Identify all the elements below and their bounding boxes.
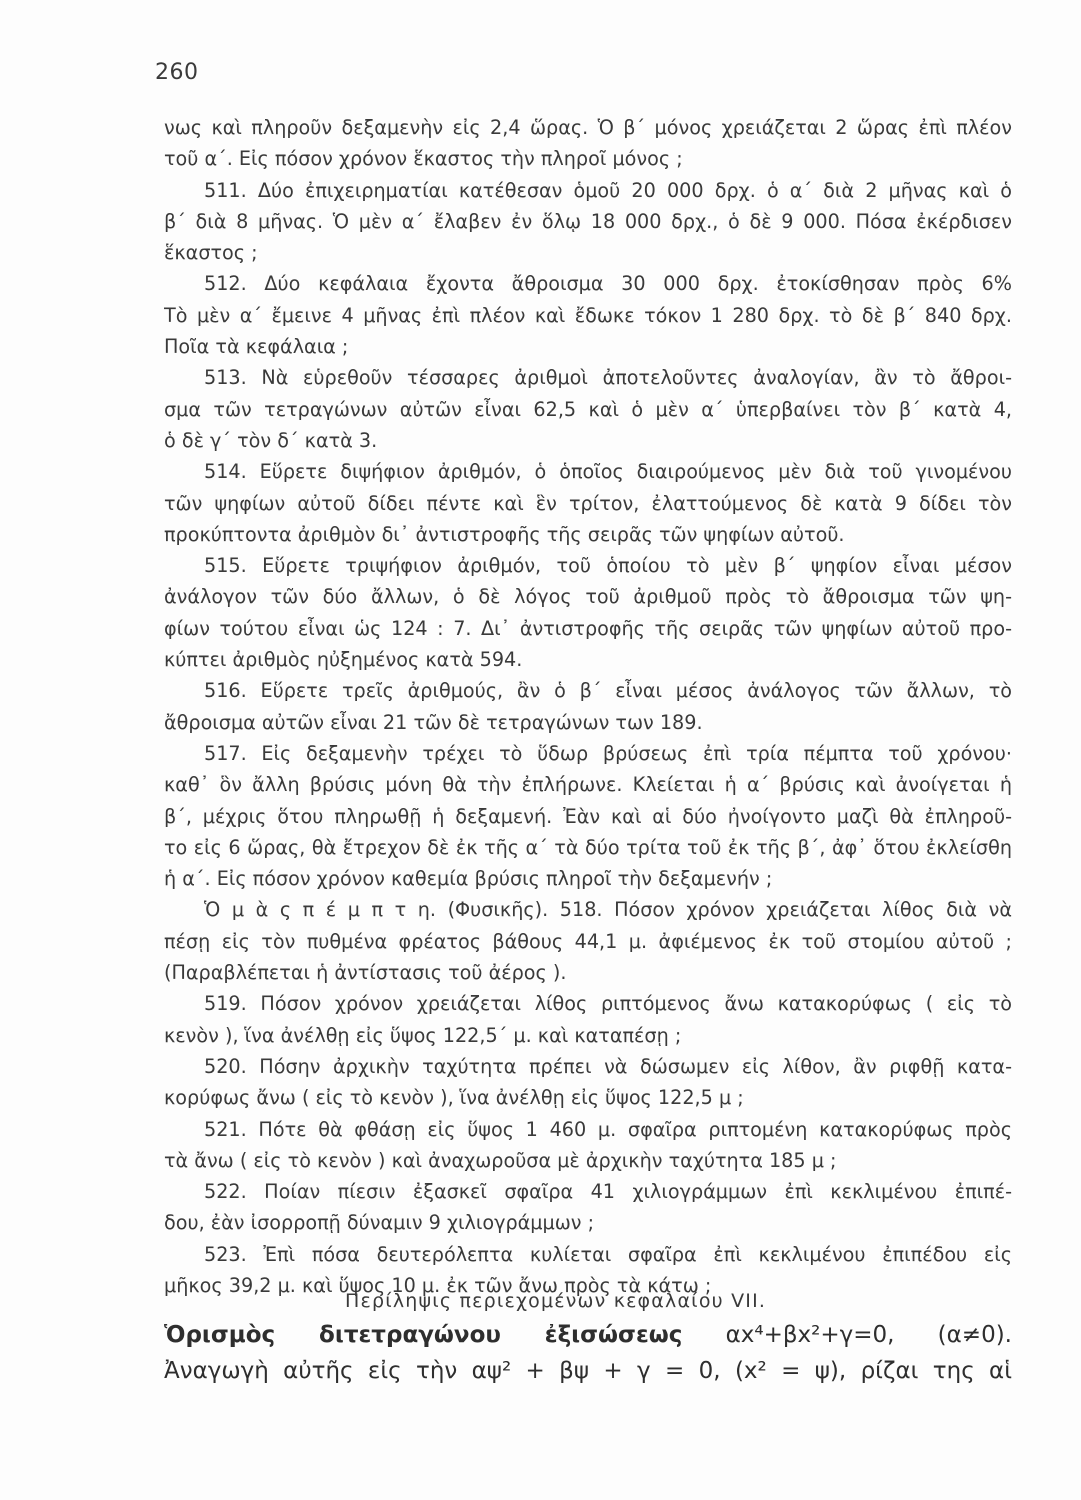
- text-line: ὁ δὲ γ΄ τὸν δ΄ κατὰ 3.: [164, 428, 378, 452]
- text-line: φίων τούτου εἶναι ὡς 124 : 7. Δι᾿ ἀντιστροφῆς τῆς σειρᾶς τῶν ψηφίων αὐτοῦ προ-: [164, 616, 1012, 640]
- exercise-516: 516. Εὕρετε τρεῖς ἀριθμούς, ἂν ὁ β΄ εἶναι μέσος ἀνάλογος τῶν ἄλλων, τὸ: [204, 679, 1012, 703]
- exercise-522: 522. Ποίαν πίεσιν ἐξασκεῖ σφαῖρα 41 χιλιογράμμων ἐπὶ κεκλιμένου ἐπιπέ-: [204, 1180, 1012, 1204]
- text-line: σμα τῶν τετραγώνων αὐτῶν εἶναι 62,5 καὶ ὁ μὲν α΄ ὑπερβαίνει τὸν β΄ κατὰ 4,: [164, 397, 1012, 421]
- summary-line-2: Ἀναγωγὴ αὐτῆς εἰς τὴν αψ² + βψ + γ = 0, (x² = ψ), ρίζαι της αἱ: [164, 1358, 1012, 1384]
- text-line: β΄ διὰ 8 μῆνας. Ὁ μὲν α΄ ἔλαβεν ἐν ὅλῳ 18 000 δρχ., ὁ δὲ 9 000. Πόσα ἐκέρδισεν: [164, 209, 1012, 233]
- text-line: ἀνάλογον τῶν δύο ἄλλων, ὁ δὲ λόγος τοῦ ἀριθμοῦ πρὸς τὸ ἄθροισμα τῶν ψη-: [164, 585, 1012, 609]
- chapter-summary-heading: Περίληψις περιεχομένων κεφαλαίου VII.: [345, 1290, 767, 1312]
- text-line: β΄, μέχρις ὅτου πληρωθῇ ἡ δεξαμενή. Ἐὰν καὶ αἱ δύο ἠνοίγοντο μαζὶ θὰ ἐπληροῦ-: [164, 804, 1012, 828]
- exercise-512: 512. Δύο κεφάλαια ἔχοντα ἄθροισμα 30 000 δρχ. ἐτοκίσθησαν πρὸς 6%: [204, 272, 1012, 296]
- text-line: προκύπτοντα ἀριθμὸν δι᾿ ἀντιστροφῆς τῆς σειρᾶς τῶν ψηφίων αὐτοῦ.: [164, 522, 845, 546]
- text-line: κύπτει ἀριθμὸς ηὐξημένος κατὰ 594.: [164, 648, 523, 672]
- summary-line-1: [164, 1322, 1012, 1348]
- exercise-518: Ὁ μ ὰ ς π έ μ π τ η. (Φυσικῆς). 518. Πόσον χρόνον χρειάζεται λίθος διὰ νὰ: [204, 898, 1012, 922]
- exercise-511: 511. Δύο ἐπιχειρηματίαι κατέθεσαν ὁμοῦ 20 000 δρχ. ὁ α΄ διὰ 2 μῆνας καὶ ὁ: [204, 178, 1012, 202]
- text-line: το εἰς 6 ὥρας, θὰ ἔτρεχον δὲ ἐκ τῆς α΄ τὰ δύο τρίτα τοῦ ἐκ τῆς β΄, ἀφ᾿ ὅτου ἐκλείσθη: [164, 835, 1012, 859]
- text-line: κενὸν ), ἵνα ἀνέλθῃ εἰς ὕψος 122,5΄ μ. καὶ καταπέσῃ ;: [164, 1023, 682, 1047]
- text-line: τῶν ψηφίων αὐτοῦ δίδει πέντε καὶ ἓν τρίτον, ἐλαττούμενος δὲ κατὰ 9 δίδει τὸν: [164, 491, 1012, 515]
- exercise-523: 523. Ἐπὶ πόσα δευτερόλεπτα κυλίεται σφαῖρα ἐπὶ κεκλιμένου ἐπιπέδου εἰς: [204, 1242, 1012, 1266]
- exercise-521: 521. Πότε θὰ φθάσῃ εἰς ὕψος 1 460 μ. σφαῖρα ριπτομένη κατακορύφως πρὸς: [204, 1117, 1012, 1141]
- summary-equation: αx⁴+βx²+γ=0, (α≠0).: [682, 1322, 1012, 1348]
- summary-term: Ὁρισμὸς διτετραγώνου ἐξισώσεως: [164, 1322, 683, 1348]
- text-line: ἕκαστος ;: [164, 241, 258, 265]
- text-line: μῆκος 39,2 μ. καὶ ὕψος 10 μ. ἐκ τῶν ἄνω πρὸς τὰ κάτω ;: [164, 1273, 712, 1297]
- page-number: 260: [155, 60, 199, 85]
- text-line: Τὸ μὲν α΄ ἔμεινε 4 μῆνας ἐπὶ πλέον καὶ ἔδωκε τόκον 1 280 δρχ. τὸ δὲ β΄ 840 δρχ.: [164, 303, 1012, 327]
- exercise-520: 520. Πόσην ἀρχικὴν ταχύτητα πρέπει νὰ δώσωμεν εἰς λίθον, ἂν ριφθῇ κατα-: [204, 1054, 1012, 1078]
- text-line: τὰ ἄνω ( εἰς τὸ κενὸν ) καὶ ἀναχωροῦσα μὲ ἀρχικὴν ταχύτητα 185 μ ;: [164, 1148, 837, 1172]
- exercise-515: 515. Εὕρετε τριψήφιον ἀριθμόν, τοῦ ὁποίου τὸ μὲν β΄ ψηφίον εἶναι μέσον: [204, 554, 1012, 578]
- text-line: ἄθροισμα αὐτῶν εἶναι 21 τῶν δὲ τετραγώνων των 189.: [164, 710, 703, 734]
- text-line: δου, ἐὰν ἰσορροπῇ δύναμιν 9 χιλιογράμμων ;: [164, 1211, 595, 1235]
- exercise-519: 519. Πόσον χρόνον χρειάζεται λίθος ριπτόμενος ἄνω κατακορύφως ( εἰς τὸ: [204, 992, 1012, 1016]
- exercise-514: 514. Εὕρετε διψήφιον ἀριθμόν, ὁ ὁποῖος διαιρούμενος μὲν διὰ τοῦ γινομένου: [204, 460, 1012, 484]
- text-line: Ποῖα τὰ κεφάλαια ;: [164, 335, 349, 359]
- text-line: κορύφως ἄνω ( εἰς τὸ κενὸν ), ἵνα ἀνέλθῃ εἰς ὕψος 122,5 μ ;: [164, 1086, 744, 1110]
- text-line: ἡ α΄. Εἰς πόσον χρόνον καθεμία βρύσις πληροῖ τὴν δεξαμενήν ;: [164, 867, 773, 891]
- text-line: καθ᾿ ὃν ἄλλη βρύσις μόνη θὰ τὴν ἐπλήρωνε. Κλείεται ἡ α΄ βρύσις καὶ ἀνοίγεται ἡ: [164, 773, 1012, 797]
- exercise-513: 513. Νὰ εὑρεθοῦν τέσσαρες ἀριθμοὶ ἀποτελοῦντες ἀναλογίαν, ἂν τὸ ἄθροι-: [204, 366, 1012, 390]
- exercise-517: 517. Εἰς δεξαμενὴν τρέχει τὸ ὕδωρ βρύσεως ἐπὶ τρία πέμπτα τοῦ χρόνου·: [204, 741, 1012, 765]
- text-line: (Παραβλέπεται ἡ ἀντίστασις τοῦ ἀέρος ).: [164, 961, 567, 985]
- exercise-text: [164, 112, 1012, 1301]
- text-line: τοῦ α΄. Εἰς πόσον χρόνον ἕκαστος τὴν πληροῖ μόνος ;: [164, 147, 683, 171]
- text-line: πέσῃ εἰς τὸν πυθμένα φρέατος βάθους 44,1 μ. ἀφιέμενος ἐκ τοῦ στομίου αὐτοῦ ;: [164, 929, 1012, 953]
- text-line: νως καὶ πληροῦν δεξαμενὴν εἰς 2,4 ὥρας. Ὁ β΄ μόνος χρειάζεται 2 ὥρας ἐπὶ πλέον: [164, 116, 1012, 139]
